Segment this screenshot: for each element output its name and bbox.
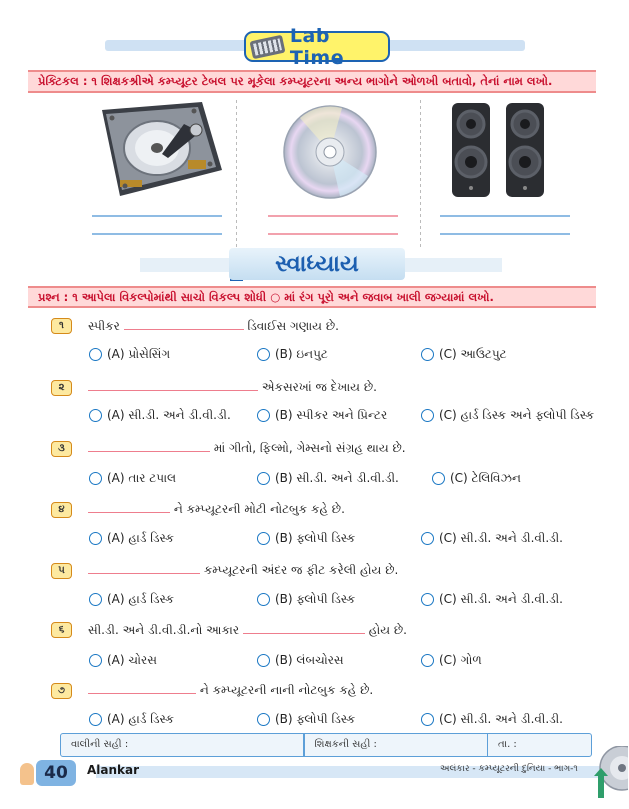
answer-line-hard-disk[interactable] — [92, 215, 222, 217]
speakers-image — [448, 100, 548, 204]
heading-band-left — [140, 258, 232, 272]
answer-line-speakers[interactable] — [440, 233, 570, 235]
question-1-post: ડિવાઈસ ગણાય છે. — [247, 319, 339, 333]
radio-circle-icon[interactable] — [89, 472, 102, 485]
question-5-text — [88, 563, 398, 578]
radio-circle-icon[interactable] — [89, 409, 102, 422]
radio-circle-icon[interactable] — [89, 593, 102, 606]
answer-line-speakers[interactable] — [440, 215, 570, 217]
radio-circle-icon[interactable] — [89, 348, 102, 361]
question-number: ૫ — [51, 563, 72, 579]
question-2-option-c[interactable]: (C) હાર્ડ ડિસ્ક અને ફ્લોપી ડિસ્ક — [421, 408, 594, 423]
question-1-option-b[interactable]: (B) ઇનપુટ — [257, 347, 328, 362]
radio-circle-icon[interactable] — [421, 532, 434, 545]
question-6-blank[interactable] — [243, 632, 365, 634]
radio-circle-icon[interactable] — [89, 713, 102, 726]
question-3-blank[interactable] — [88, 450, 210, 452]
date-field[interactable]: તા. : — [498, 739, 517, 750]
signature-box — [60, 733, 592, 757]
cd-image — [280, 100, 380, 204]
practical-instruction: પ્રેક્ટિકલ : ૧ શિક્ષકશ્રીએ કમ્પ્યૂટર ટેબલ પર મૂકેલા કમ્પ્યૂટરના અન્ય ભાગોને ઓળખી બતાવો, તેનાં નામ લખો. — [28, 70, 596, 93]
radio-circle-icon[interactable] — [421, 409, 434, 422]
answer-line-cd[interactable] — [268, 215, 398, 217]
radio-circle-icon[interactable] — [421, 713, 434, 726]
question-6-post: હોય છે. — [368, 623, 407, 637]
question-5-option-c[interactable]: (C) સી.ડી. અને ડી.વી.ડી. — [421, 592, 563, 607]
page-number: 40 — [36, 760, 76, 786]
radio-circle-icon[interactable] — [257, 713, 270, 726]
question-6-option-c[interactable]: (C) ગોળ — [421, 653, 482, 668]
answer-line-hard-disk[interactable] — [92, 233, 222, 235]
radio-circle-icon[interactable] — [421, 654, 434, 667]
question-number: ૩ — [51, 441, 72, 457]
question-2-option-b[interactable]: (B) સ્પીકર અને પ્રિન્ટર — [257, 408, 387, 423]
question-7-option-a[interactable]: (A) હાર્ડ ડિસ્ક — [89, 712, 174, 727]
radio-circle-icon[interactable] — [89, 532, 102, 545]
question-number: ૧ — [51, 318, 72, 334]
question-6-option-a[interactable]: (A) ચોરસ — [89, 653, 157, 668]
question-5-blank[interactable] — [88, 572, 200, 574]
question-2-option-a[interactable]: (A) સી.ડી. અને ડી.વી.ડી. — [89, 408, 231, 423]
question-7-blank[interactable] — [88, 692, 196, 694]
radio-circle-icon[interactable] — [257, 409, 270, 422]
teacher-signature-field[interactable]: શિક્ષકની સહી : — [314, 739, 377, 750]
question-6-option-b[interactable]: (B) લંબચોરસ — [257, 653, 344, 668]
column-divider — [420, 100, 421, 248]
question-number: ૪ — [51, 502, 72, 518]
radio-circle-icon[interactable] — [421, 348, 434, 361]
radio-circle-icon[interactable] — [89, 654, 102, 667]
question-1-text — [88, 319, 339, 334]
radio-circle-icon[interactable] — [257, 593, 270, 606]
question-4-option-c[interactable]: (C) સી.ડી. અને ડી.વી.ડી. — [421, 531, 563, 546]
publisher-logo: Alankar — [87, 763, 140, 777]
question-2-post: એકસરખાં જ દેખાય છે. — [261, 380, 377, 394]
question-4-post: ને કમ્પ્યૂટરની મોટી નોટબુક કહે છે. — [173, 502, 345, 516]
radio-circle-icon[interactable] — [257, 348, 270, 361]
question-number: ૭ — [51, 683, 72, 699]
lab-time-title: Lab Time — [289, 24, 345, 69]
radio-circle-icon[interactable] — [257, 472, 270, 485]
question-4-option-b[interactable]: (B) ફ્લોપી ડિસ્ક — [257, 531, 355, 546]
question-number: ૨ — [51, 380, 72, 396]
radio-circle-icon[interactable] — [257, 532, 270, 545]
question-7-option-c[interactable]: (C) સી.ડી. અને ડી.વી.ડી. — [421, 712, 563, 727]
section-title: સ્વાધ્યાય — [229, 248, 405, 280]
cd-corner-icon — [592, 746, 628, 806]
book-title-line: અલંકાર - કમ્પ્યૂટરની દુનિયા - ભાગ-૧ — [440, 764, 578, 774]
question-instruction: પ્રશ્ન : ૧ આપેલા વિકલ્પોમાંથી સાચો વિકલ્પ શોધી ○ માં રંગ પૂરો અને જવાબ ખાલી જગ્યામાં લખો. — [28, 286, 596, 308]
section-heading — [229, 248, 405, 280]
question-number: ૬ — [51, 622, 72, 638]
heading-band-right — [402, 258, 502, 272]
question-5-post: કમ્પ્યૂટરની અંદર જ ફીટ કરેલી હોય છે. — [203, 563, 399, 577]
column-divider — [236, 100, 237, 248]
question-3-post: માં ગીતો, ફિલ્મો, ગેમ્સનો સંગ્રહ થાય છે. — [213, 441, 406, 455]
radio-circle-icon[interactable] — [432, 472, 445, 485]
question-5-option-a[interactable]: (A) હાર્ડ ડિસ્ક — [89, 592, 174, 607]
question-1-blank[interactable] — [124, 328, 244, 330]
lab-time-banner — [244, 24, 390, 69]
question-3-option-c[interactable]: (C) ટેલિવિઝન — [432, 471, 521, 486]
question-3-text — [88, 441, 406, 456]
question-2-blank[interactable] — [88, 389, 258, 391]
question-1-option-c[interactable]: (C) આઉટપુટ — [421, 347, 507, 362]
question-2-text — [88, 380, 377, 395]
radio-circle-icon[interactable] — [421, 593, 434, 606]
question-6-pre: સી.ડી. અને ડી.વી.ડી.નો આકાર — [88, 623, 240, 637]
guardian-signature-field[interactable]: વાલીની સહી : — [71, 739, 129, 750]
question-3-option-b[interactable]: (B) સી.ડી. અને ડી.વી.ડી. — [257, 471, 399, 486]
hard-disk-icon — [92, 100, 227, 200]
hard-disk-image — [92, 100, 227, 204]
question-6-text — [88, 623, 407, 638]
pointing-hand-icon — [20, 763, 34, 785]
question-4-blank[interactable] — [88, 511, 170, 513]
question-5-option-b[interactable]: (B) ફ્લોપી ડિસ્ક — [257, 592, 355, 607]
question-7-option-b[interactable]: (B) ફ્લોપી ડિસ્ક — [257, 712, 355, 727]
cd-disc-icon — [280, 100, 380, 200]
question-4-text — [88, 502, 345, 517]
answer-line-cd[interactable] — [268, 233, 398, 235]
question-7-text — [88, 683, 373, 698]
speakers-icon — [448, 100, 548, 200]
radio-circle-icon[interactable] — [257, 654, 270, 667]
question-4-option-a[interactable]: (A) હાર્ડ ડિસ્ક — [89, 531, 174, 546]
question-1-pre: સ્પીકર — [88, 319, 120, 333]
keyboard-icon — [249, 34, 285, 58]
question-1-option-a[interactable]: (A) પ્રોસેસિંગ — [89, 347, 170, 362]
question-7-post: ને કમ્પ્યૂટરની નાની નોટબુક કહે છે. — [199, 683, 374, 697]
question-3-option-a[interactable]: (A) તાર ટપાલ — [89, 471, 176, 486]
